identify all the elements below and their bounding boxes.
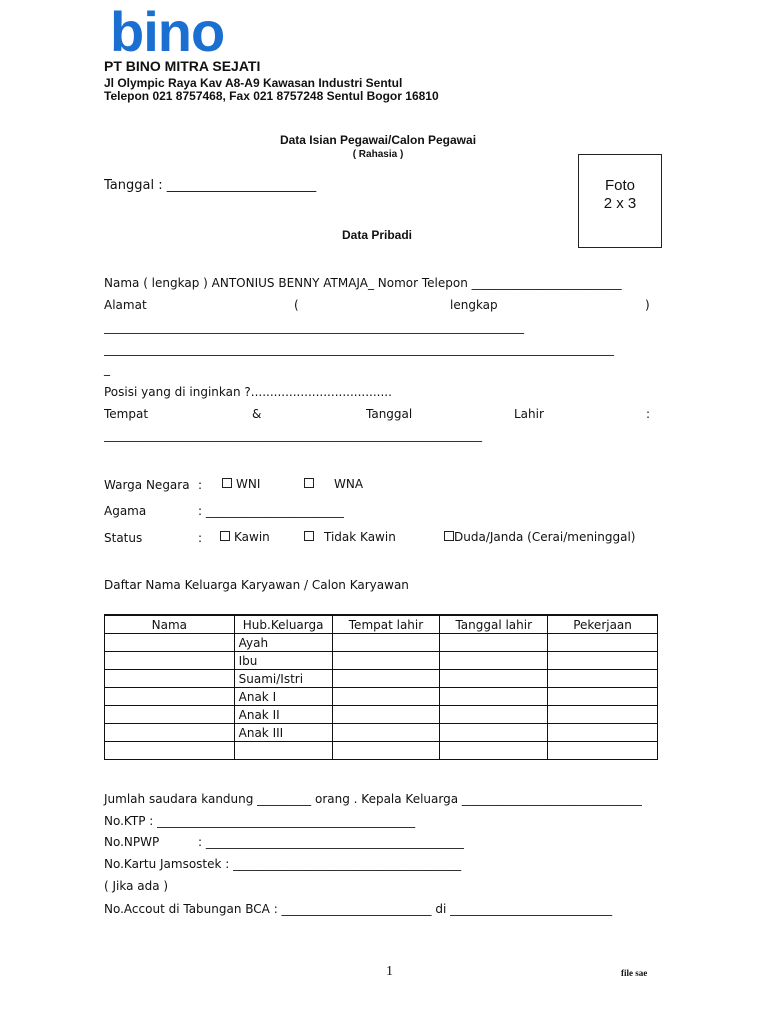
duda-janda-label: Duda/Janda (Cerai/meninggal) [454,530,636,544]
ttl-colon: : [646,407,651,421]
file-note: file sae [621,968,648,978]
ttl-field[interactable]: _______________________________________________________________ [104,428,482,442]
duda-janda-option[interactable] [444,530,635,544]
tanggal-cell[interactable] [440,688,548,706]
family-table [104,614,658,760]
posisi-field[interactable]: Posisi yang di inginkan ?..................................... [104,385,392,399]
wna-checkbox[interactable] [304,478,314,488]
nama-field[interactable]: Nama ( lengkap ) ANTONIUS BENNY ATMAJA_ Nomor Telepon _________________________ [104,276,622,290]
col-header-tempat: Tempat lahir [332,615,440,634]
nama-cell[interactable] [105,670,235,688]
status-colon: : [198,531,203,545]
kawin-option[interactable] [220,530,270,544]
table-row [105,742,658,760]
hub-cell: Ibu [234,652,332,670]
alamat-paren-close: ) [645,298,650,312]
ttl-tempat: Tempat [104,407,149,421]
photo-size: 2 x 3 [603,195,637,212]
alamat-label: Alamat [104,298,147,312]
duda-janda-checkbox[interactable] [444,531,454,541]
pekerjaan-cell[interactable] [548,652,658,670]
pekerjaan-cell[interactable] [548,706,658,724]
ttl-tanggal: Tanggal [366,407,413,421]
wna-label: WNA [334,477,364,491]
status-label: Status [104,531,143,545]
tanggal-cell[interactable] [440,634,548,652]
nama-cell[interactable] [105,634,235,652]
table-row [105,634,658,652]
kawin-label: Kawin [234,530,270,544]
company-contact: Telepon 021 8757468, Fax 021 8757248 Sentul Bogor 16810 [104,89,439,103]
col-header-pekerjaan: Pekerjaan [548,615,658,634]
table-row [105,688,658,706]
nama-cell[interactable] [105,652,235,670]
nama-cell[interactable] [105,724,235,742]
ktp-field[interactable]: No.KTP : ___________________________________________ [104,814,416,828]
form-subtitle: ( Rahasia ) [352,149,404,160]
section-personal-title: Data Pribadi [342,228,413,242]
photo-box [578,154,662,248]
family-section-title: Daftar Nama Keluarga Karyawan / Calon Karyawan [104,578,409,592]
hub-cell: Anak II [234,706,332,724]
npwp-field[interactable]: : ___________________________________________ [198,835,464,849]
agama-label: Agama [104,504,147,518]
table-row [105,706,658,724]
alamat-paren-open: ( [294,298,299,312]
nama-cell[interactable] [105,688,235,706]
logo-text: bino [110,0,225,63]
family-table-header-row [105,615,658,634]
tidak-kawin-label: Tidak Kawin [324,530,396,544]
tempat-cell[interactable] [332,706,440,724]
table-row [105,724,658,742]
tanggal-cell[interactable] [440,652,548,670]
hub-cell: Anak I [234,688,332,706]
nama-cell[interactable] [105,706,235,724]
company-address: Jl Olympic Raya Kav A8-A9 Kawasan Industri Sentul [104,76,403,90]
kawin-checkbox[interactable] [220,531,230,541]
hub-cell: Anak III [234,724,332,742]
alamat-line-1[interactable]: ______________________________________________________________________ [104,320,524,334]
pekerjaan-cell[interactable] [548,670,658,688]
tidak-kawin-checkbox[interactable] [304,531,314,541]
jika-ada-note: ( Jika ada ) [104,879,169,893]
tempat-cell[interactable] [332,724,440,742]
tanggal-cell[interactable] [440,706,548,724]
wni-label: WNI [236,477,261,491]
col-header-nama: Nama [105,615,235,634]
hub-cell: Ayah [234,634,332,652]
photo-label: Foto [604,177,635,194]
pekerjaan-cell[interactable] [548,688,658,706]
alamat-lengkap: lengkap [450,298,498,312]
tempat-cell[interactable] [332,742,440,760]
col-header-hub: Hub.Keluarga [234,615,332,634]
tempat-cell[interactable] [332,670,440,688]
col-header-tanggal: Tanggal lahir [440,615,548,634]
wni-option[interactable] [222,477,260,491]
date-field[interactable]: Tanggal : _______________________ [104,178,317,193]
wna-option[interactable] [304,477,363,491]
alamat-line-2[interactable]: _____________________________________________________________________________________ [104,342,614,356]
form-title: Data Isian Pegawai/Calon Pegawai [279,133,477,147]
table-row [105,670,658,688]
warga-colon: : [198,478,203,492]
saudara-field[interactable]: Jumlah saudara kandung _________ orang . Kepala Keluarga ______________________________ [104,792,642,806]
agama-field[interactable]: : _______________________ [198,504,344,518]
ttl-lahir: Lahir [514,407,544,421]
tanggal-cell[interactable] [440,670,548,688]
jamsostek-field[interactable]: No.Kartu Jamsostek : ______________________________________ [104,857,462,871]
tempat-cell[interactable] [332,634,440,652]
tanggal-cell[interactable] [440,724,548,742]
npwp-label: No.NPWP [104,835,160,849]
alamat-line-3[interactable]: _ [104,362,110,376]
pekerjaan-cell[interactable] [548,724,658,742]
tempat-cell[interactable] [332,652,440,670]
tidak-kawin-option[interactable] [304,530,396,544]
hub-cell [234,742,332,760]
tempat-cell[interactable] [332,688,440,706]
bca-account-field[interactable]: No.Accout di Tabungan BCA : _________________________ di ___________________________ [104,902,613,916]
tanggal-cell[interactable] [440,742,548,760]
pekerjaan-cell[interactable] [548,742,658,760]
company-name: PT BINO MITRA SEJATI [104,58,261,74]
wni-checkbox[interactable] [222,478,232,488]
page-number: 1 [386,964,393,979]
ttl-and: & [252,407,262,421]
hub-cell: Suami/Istri [234,670,332,688]
warga-label: Warga Negara [104,478,190,492]
table-row [105,652,658,670]
company-logo [110,2,224,62]
pekerjaan-cell[interactable] [548,634,658,652]
nama-cell[interactable] [105,742,235,760]
